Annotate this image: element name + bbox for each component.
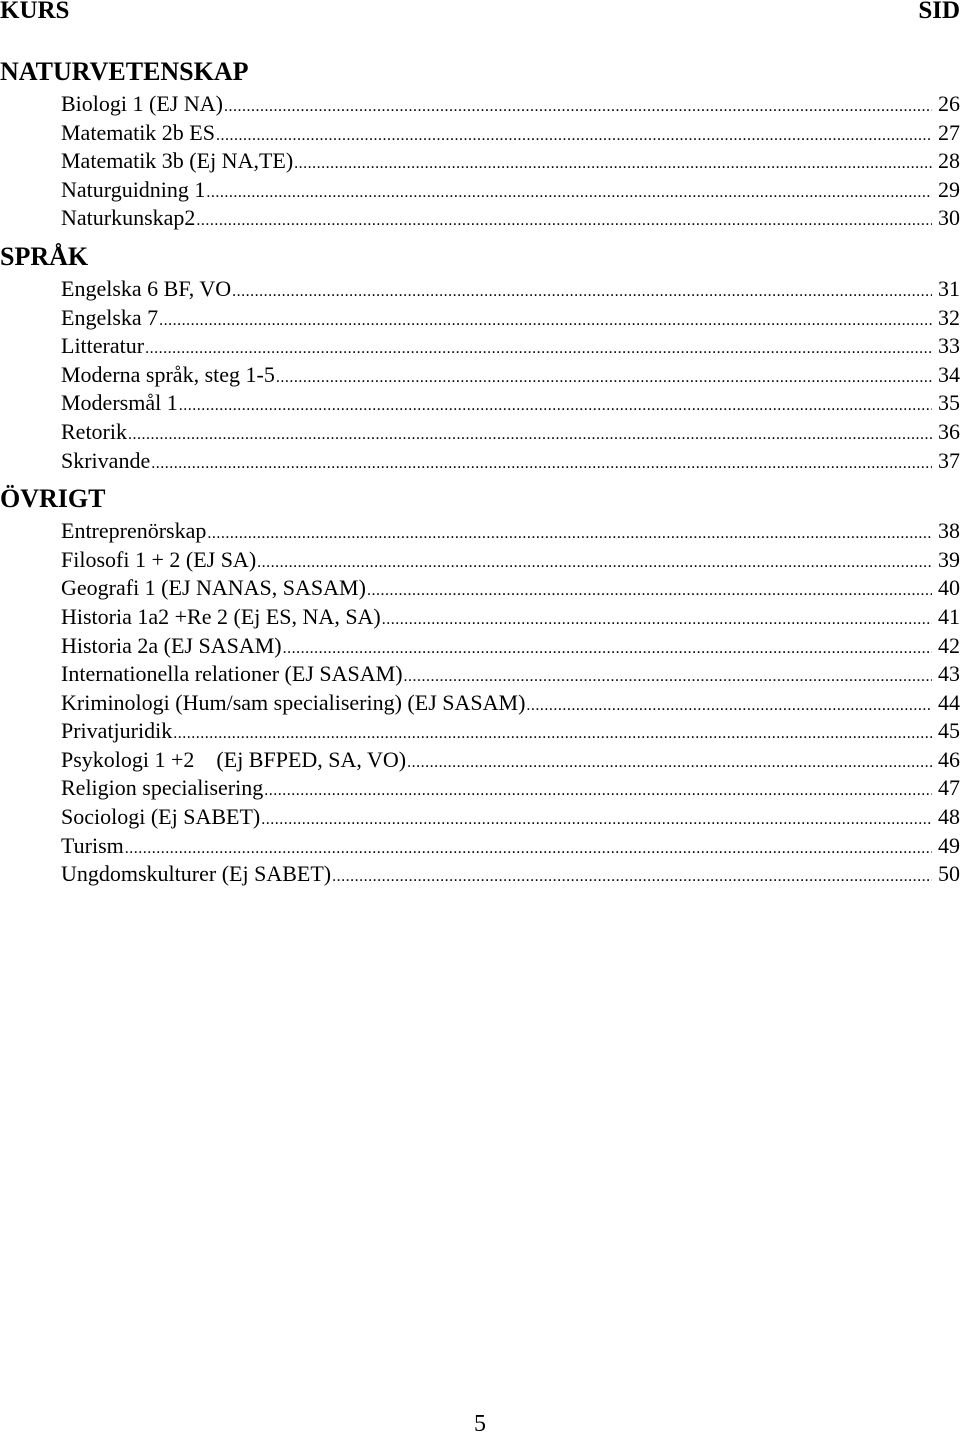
toc-entry[interactable] xyxy=(0,517,960,546)
entry-page-number: 26 xyxy=(938,91,960,116)
entry-title: Historia 2a (EJ SASAM) xyxy=(61,632,282,658)
dot-leader xyxy=(276,364,932,393)
entry-page-number: 44 xyxy=(938,689,960,715)
entry-page-number: 33 xyxy=(938,333,960,359)
entry-title: Internationella relationer (EJ SASAM) xyxy=(61,661,403,687)
entry-title: Skrivande xyxy=(61,447,151,473)
entry-page-number: 46 xyxy=(938,746,960,772)
dot-leader xyxy=(264,777,932,806)
toc-section xyxy=(0,481,960,889)
dot-leader xyxy=(407,749,932,778)
dot-leader xyxy=(261,806,932,835)
entry-title: Entreprenörskap xyxy=(61,518,207,544)
entry-page-number: 42 xyxy=(938,632,960,658)
section-heading: NATURVETENSKAP xyxy=(0,57,249,86)
dot-leader xyxy=(173,720,932,749)
dot-leader xyxy=(283,635,932,664)
dot-leader xyxy=(216,122,932,151)
entry-title: Religion specialisering xyxy=(61,775,264,801)
entry-page-number: 38 xyxy=(938,518,960,544)
entry-page-number: 39 xyxy=(938,546,960,572)
page-number: 5 xyxy=(474,1411,486,1437)
entry-title: Engelska 6 BF, VO xyxy=(61,275,232,301)
entry-page-number: 50 xyxy=(938,861,960,887)
dot-leader xyxy=(125,835,932,864)
dot-leader xyxy=(206,179,932,208)
entry-page-number: 31 xyxy=(938,275,960,301)
entry-page-number: 47 xyxy=(938,775,960,801)
toc-entry[interactable] xyxy=(0,176,960,205)
entry-page-number: 30 xyxy=(938,205,960,231)
toc-entry[interactable] xyxy=(0,717,960,746)
toc-entry[interactable] xyxy=(0,746,960,775)
table-of-contents xyxy=(0,50,960,889)
dot-leader xyxy=(151,450,932,479)
entry-page-number: 40 xyxy=(938,575,960,601)
entry-title: Modersmål 1 xyxy=(61,390,178,416)
entry-title: Biologi 1 (EJ NA) xyxy=(61,91,223,116)
dot-leader xyxy=(207,520,932,549)
toc-entry[interactable] xyxy=(0,275,960,304)
entry-title: Naturguidning 1 xyxy=(61,176,206,202)
dot-leader xyxy=(332,863,932,892)
entry-title: Geografi 1 (EJ NANAS, SASAM) xyxy=(61,575,366,601)
entry-title: Privatjuridik xyxy=(61,718,173,744)
toc-section xyxy=(0,239,960,475)
entry-title: Kriminologi (Hum/sam specialisering) (EJ SASAM) xyxy=(61,689,526,715)
toc-entry[interactable] xyxy=(0,361,960,390)
dot-leader xyxy=(145,335,932,364)
entry-page-number: 32 xyxy=(938,304,960,330)
entry-title: Turism xyxy=(61,832,124,858)
entry-title: Matematik 2b ES xyxy=(61,119,215,145)
entry-title: Filosofi 1 + 2 (EJ SA) xyxy=(61,546,257,572)
entry-page-number: 48 xyxy=(938,804,960,830)
entry-title: Naturkunskap2 xyxy=(61,205,196,231)
section-heading: ÖVRIGT xyxy=(0,484,106,514)
toc-entry[interactable] xyxy=(0,332,960,361)
entry-title: Sociologi (Ej SABET) xyxy=(61,804,261,830)
dot-leader xyxy=(526,692,932,721)
toc-entry[interactable] xyxy=(0,689,960,718)
toc-section xyxy=(0,54,960,233)
entry-title: Litteratur xyxy=(61,333,145,359)
entry-page-number: 27 xyxy=(938,119,960,145)
dot-leader xyxy=(382,606,932,635)
entry-page-number: 37 xyxy=(938,447,960,473)
entry-page-number: 29 xyxy=(938,176,960,202)
entry-title: Engelska 7 xyxy=(61,304,159,330)
toc-entry[interactable] xyxy=(0,574,960,603)
entry-title: Ungdomskulturer (Ej SABET) xyxy=(61,861,332,887)
entry-title: Historia 1a2 +Re 2 (Ej ES, NA, SA) xyxy=(61,603,381,629)
entry-page-number: 28 xyxy=(938,148,960,174)
toc-entry[interactable] xyxy=(0,660,960,689)
toc-entry[interactable] xyxy=(0,90,960,119)
dot-leader xyxy=(367,577,932,606)
toc-entry[interactable] xyxy=(0,447,960,476)
entry-title: Retorik xyxy=(61,418,127,444)
toc-entry[interactable] xyxy=(0,860,960,889)
column-header-course: KURS xyxy=(0,0,70,24)
dot-leader xyxy=(179,392,932,421)
dot-leader xyxy=(294,150,932,179)
entry-page-number: 36 xyxy=(938,418,960,444)
toc-entry[interactable] xyxy=(0,803,960,832)
dot-leader xyxy=(159,307,932,336)
toc-entry[interactable] xyxy=(0,389,960,418)
toc-entry[interactable] xyxy=(0,832,960,861)
dot-leader xyxy=(257,549,932,578)
dot-leader xyxy=(196,207,932,236)
entry-page-number: 41 xyxy=(938,603,960,629)
entry-page-number: 45 xyxy=(938,718,960,744)
column-header-page: SID xyxy=(918,0,960,24)
dot-leader xyxy=(404,663,932,692)
toc-entry[interactable] xyxy=(0,119,960,148)
toc-entry[interactable] xyxy=(0,632,960,661)
dot-leader xyxy=(224,93,932,122)
entry-title: Matematik 3b (Ej NA,TE) xyxy=(61,148,294,174)
entry-page-number: 34 xyxy=(938,361,960,387)
dot-leader xyxy=(232,278,932,307)
entry-title: Moderna språk, steg 1-5 xyxy=(61,361,275,387)
toc-entry[interactable] xyxy=(0,774,960,803)
section-heading: SPRÅK xyxy=(0,241,89,271)
toc-entry[interactable] xyxy=(0,304,960,333)
entry-page-number: 35 xyxy=(938,390,960,416)
toc-entry[interactable] xyxy=(0,546,960,575)
dot-leader xyxy=(128,421,932,450)
entry-page-number: 43 xyxy=(938,661,960,687)
entry-page-number: 49 xyxy=(938,832,960,858)
toc-entry[interactable] xyxy=(0,418,960,447)
toc-entry[interactable] xyxy=(0,147,960,176)
toc-entry[interactable] xyxy=(0,204,960,233)
toc-entry[interactable] xyxy=(0,603,960,632)
entry-title: Psykologi 1 +2 (Ej BFPED, SA, VO) xyxy=(61,746,407,772)
